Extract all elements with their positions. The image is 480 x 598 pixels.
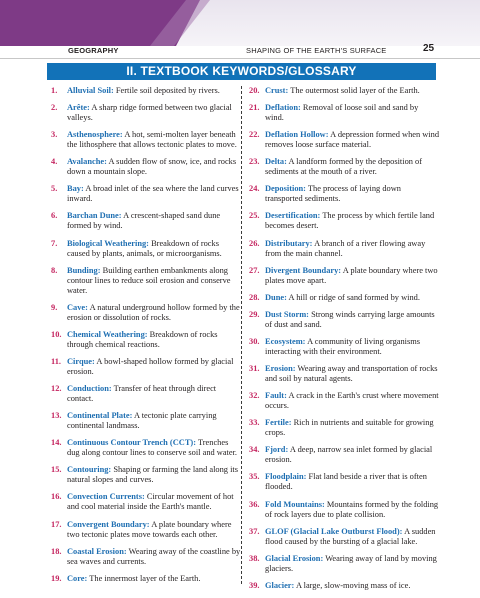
entry-definition: Breakdown of rocks caused by plants, animals, or microorganisms. (67, 238, 222, 258)
glossary-entry (249, 500, 439, 520)
entry-term: Bay: (67, 184, 84, 194)
entry-definition: Flat land beside a river that is often flooded. (265, 472, 427, 492)
entry-number: 39. (249, 580, 260, 590)
entry-definition: A hill or ridge of sand formed by wind. (288, 292, 420, 302)
glossary-entry (249, 293, 439, 303)
glossary-entry (249, 239, 439, 259)
entry-term: Contouring: (67, 465, 112, 475)
entry-term: Barchan Dune: (67, 211, 122, 221)
entry-number: 14. (51, 438, 62, 448)
glossary-entry (51, 184, 241, 204)
entry-number: 17. (51, 519, 62, 529)
glossary-column-left (51, 86, 241, 591)
entry-definition: Mountains formed by the folding of rock layers due to plate collision. (265, 499, 439, 519)
entry-term: Dune: (265, 292, 287, 302)
glossary-entry (249, 266, 439, 286)
entry-term: Deflation Hollow: (265, 130, 329, 140)
entry-term: Delta: (265, 157, 287, 167)
entry-definition: Strong winds carrying large amounts of dust and sand. (265, 309, 435, 329)
entry-number: 32. (249, 391, 260, 401)
entry-term: Fold Mountains: (265, 499, 325, 509)
glossary-entry (51, 438, 241, 458)
glossary-entry (249, 554, 439, 574)
entry-number: 8. (51, 265, 58, 275)
entry-definition: The process by which fertile land becomes desert. (265, 211, 435, 231)
entry-term: Cirque: (67, 356, 95, 366)
entry-definition: Building earthen embankments along contour lines to reduce soil erosion and conserve water. (67, 265, 231, 295)
entry-number: 25. (249, 211, 260, 221)
entry-term: Erosion: (265, 364, 296, 374)
section-title: II. TEXTBOOK KEYWORDS/GLOSSARY (47, 63, 436, 80)
glossary-entry (51, 520, 241, 540)
chapter-label: SHAPING OF THE EARTH'S SURFACE (246, 46, 387, 55)
entry-number: 4. (51, 157, 58, 167)
entry-definition: A plate boundary where two plates move apart. (265, 265, 438, 285)
entry-number: 26. (249, 238, 260, 248)
entry-number: 15. (51, 465, 62, 475)
glossary-entry (249, 364, 439, 384)
entry-number: 13. (51, 411, 62, 421)
glossary-entry (249, 581, 439, 591)
entry-number: 30. (249, 336, 260, 346)
entry-term: Fault: (265, 391, 287, 401)
entry-definition: Removal of loose soil and sand by wind. (265, 103, 419, 123)
entry-definition: The innermost layer of the Earth. (89, 573, 201, 583)
entry-number: 7. (51, 238, 58, 248)
entry-term: Convection Currents: (67, 492, 145, 502)
entry-number: 22. (249, 130, 260, 140)
entry-number: 31. (249, 364, 260, 374)
entry-definition: A landform formed by the deposition of sediments at the mouth of a river. (265, 157, 423, 177)
entry-term: Continental Plate: (67, 411, 133, 421)
entry-number: 38. (249, 553, 260, 563)
glossary-entry (51, 266, 241, 296)
entry-term: Chemical Weathering: (67, 329, 148, 339)
entry-definition: The process of laying down transported sediments. (265, 184, 401, 204)
entry-term: Distributary: (265, 238, 313, 248)
entry-number: 5. (51, 184, 58, 194)
glossary-column-right (249, 86, 439, 598)
glossary-entry (249, 86, 439, 96)
entry-definition: Wearing away of the coastline by sea waves and currents. (67, 546, 241, 566)
glossary-entry (249, 472, 439, 492)
glossary-entry (249, 418, 439, 438)
entry-number: 10. (51, 329, 62, 339)
glossary-entry (249, 527, 439, 547)
entry-term: Coastal Erosion: (67, 546, 127, 556)
entry-term: Fertile: (265, 418, 292, 428)
entry-term: Convergent Boundary: (67, 519, 150, 529)
entry-number: 3. (51, 130, 58, 140)
entry-term: Glacial Erosion: (265, 553, 324, 563)
entry-definition: Trenches dug along contour lines to conserve soil and water. (67, 438, 238, 458)
entry-definition: A plate boundary where two tectonic plates move towards each other. (67, 519, 232, 539)
glossary-entry (249, 184, 439, 204)
entry-definition: A hot, semi-molten layer beneath the lithosphere that allows tectonic plates to move. (67, 130, 237, 150)
entry-term: Arête: (67, 103, 90, 113)
entry-term: Crust: (265, 86, 289, 95)
entry-definition: Transfer of heat through direct contact. (67, 384, 217, 404)
entry-term: Deflation: (265, 103, 301, 113)
glossary-entry (249, 211, 439, 231)
entry-term: Bunding: (67, 265, 101, 275)
glossary-entry (249, 337, 439, 357)
entry-term: Deposition: (265, 184, 306, 194)
entry-number: 12. (51, 384, 62, 394)
entry-definition: Wearing away and transportation of rocks and soil by natural agents. (265, 364, 438, 384)
entry-number: 16. (51, 492, 62, 502)
entry-number: 28. (249, 292, 260, 302)
entry-definition: A crack in the Earth's crust where movement occurs. (265, 391, 439, 411)
entry-term: Ecosystem: (265, 336, 306, 346)
entry-term: Glacier: (265, 580, 295, 590)
entry-number: 18. (51, 546, 62, 556)
entry-term: GLOF (Glacial Lake Outburst Flood): (265, 526, 403, 536)
entry-term: Alluvial Soil: (67, 86, 114, 95)
entry-definition: A sudden flood caused by the bursting of a glacial lake. (265, 526, 436, 546)
entry-number: 33. (249, 418, 260, 428)
glossary-entry (249, 310, 439, 330)
entry-number: 24. (249, 184, 260, 194)
glossary-entry (51, 547, 241, 567)
entry-definition: A crescent-shaped sand dune formed by wind. (67, 211, 221, 231)
entry-definition: Fertile soil deposited by rivers. (115, 86, 220, 95)
column-divider (241, 86, 242, 584)
entry-definition: Breakdown of rocks through chemical reactions. (67, 329, 218, 349)
glossary-entry (51, 357, 241, 377)
entry-number: 1. (51, 86, 58, 95)
entry-term: Biological Weathering: (67, 238, 149, 248)
entry-number: 2. (51, 103, 58, 113)
entry-term: Conduction: (67, 384, 112, 394)
subject-label: GEOGRAPHY (68, 46, 119, 55)
glossary-entry (249, 103, 439, 123)
glossary-entry (51, 130, 241, 150)
entry-definition: A community of living organisms interacting with their environment. (265, 336, 421, 356)
entry-definition: A deep, narrow sea inlet formed by glacial erosion. (265, 445, 433, 465)
glossary-entry (249, 391, 439, 411)
glossary-entry (51, 239, 241, 259)
entry-number: 37. (249, 526, 260, 536)
entry-term: Desertification: (265, 211, 321, 221)
entry-definition: A tectonic plate carrying continental landmass. (67, 411, 217, 431)
glossary-entry (51, 211, 241, 231)
entry-number: 29. (249, 309, 260, 319)
glossary-entry (51, 411, 241, 431)
entry-number: 9. (51, 302, 58, 312)
entry-definition: A branch of a river flowing away from the main channel. (265, 238, 426, 258)
entry-term: Asthenosphere: (67, 130, 123, 140)
glossary-entry (51, 574, 241, 584)
entry-definition: A sharp ridge formed between two glacial valleys. (67, 103, 232, 123)
entry-term: Cave: (67, 302, 88, 312)
entry-definition: Wearing away of land by moving glaciers. (265, 553, 437, 573)
entry-number: 20. (249, 86, 260, 95)
entry-term: Continuous Contour Trench (CCT): (67, 438, 196, 448)
entry-definition: A sudden flow of snow, ice, and rocks down a mountain slope. (67, 157, 237, 177)
glossary-entry (249, 157, 439, 177)
page-number: 25 (423, 43, 435, 54)
glossary-entry (51, 492, 241, 512)
entry-term: Fjord: (265, 445, 289, 455)
glossary-entry (51, 465, 241, 485)
entry-number: 6. (51, 211, 58, 221)
glossary-entry (51, 330, 241, 350)
entry-number: 23. (249, 157, 260, 167)
entry-term: Avalanche: (67, 157, 107, 167)
glossary-entry (51, 86, 241, 96)
glossary-entry (51, 103, 241, 123)
entry-definition: A large, slow-moving mass of ice. (295, 580, 411, 590)
glossary-entry (249, 130, 439, 150)
glossary-entry (51, 303, 241, 323)
entry-definition: Rich in nutrients and suitable for growing crops. (265, 418, 434, 438)
entry-definition: A bowl-shaped hollow formed by glacial erosion. (67, 356, 234, 376)
entry-number: 35. (249, 472, 260, 482)
entry-term: Core: (67, 573, 88, 583)
entry-definition: A natural underground hollow formed by the erosion or dissolution of rocks. (67, 302, 240, 322)
glossary-entry (51, 157, 241, 177)
entry-number: 36. (249, 499, 260, 509)
entry-number: 19. (51, 573, 62, 583)
glossary-entry (51, 384, 241, 404)
entry-term: Divergent Boundary: (265, 265, 342, 275)
entry-definition: Shaping or farming the land along its natural slopes and curves. (67, 465, 238, 485)
entry-definition: A broad inlet of the sea where the land curves inward. (67, 184, 239, 204)
entry-number: 11. (51, 356, 62, 366)
entry-number: 34. (249, 445, 260, 455)
entry-number: 27. (249, 265, 260, 275)
entry-number: 21. (249, 103, 260, 113)
entry-term: Floodplain: (265, 472, 307, 482)
entry-definition: A depression formed when wind removes loose surface material. (265, 130, 440, 150)
entry-term: Dust Storm: (265, 309, 309, 319)
entry-definition: Circular movement of hot and cool material inside the Earth's mantle. (67, 492, 234, 512)
glossary-entry (249, 445, 439, 465)
entry-definition: The outermost solid layer of the Earth. (290, 86, 420, 95)
